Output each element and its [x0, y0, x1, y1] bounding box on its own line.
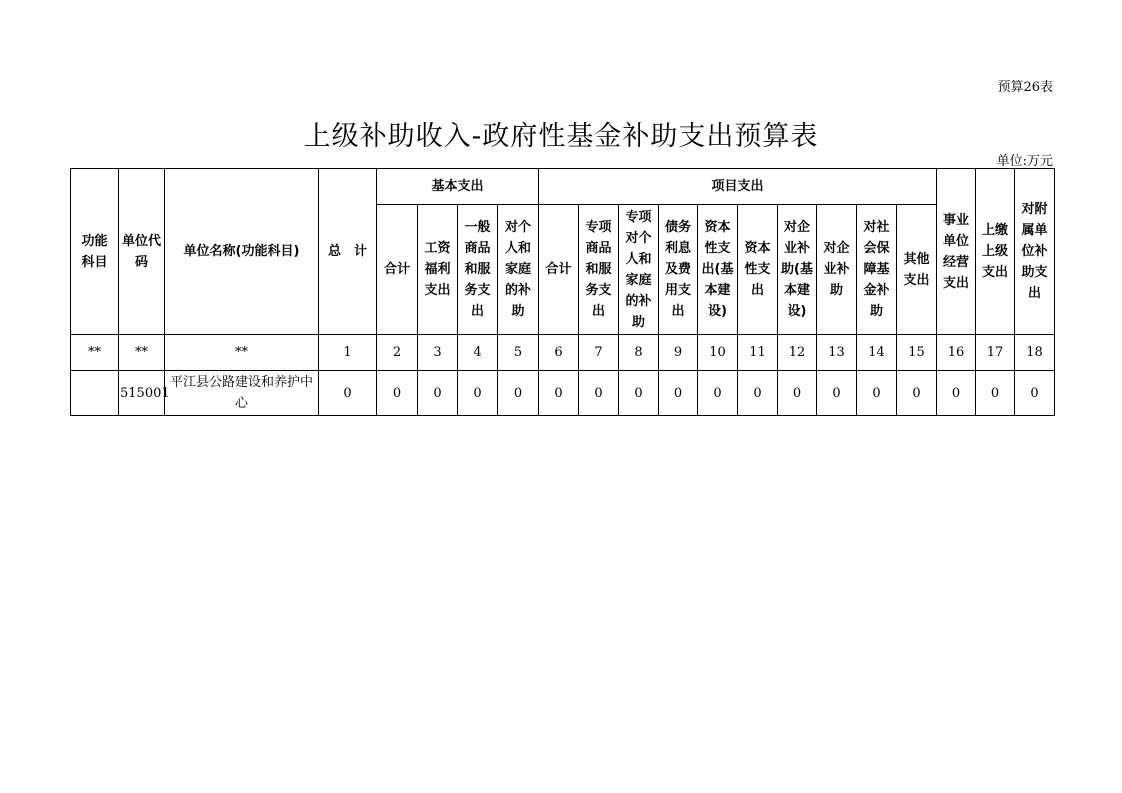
index-cell: 14 — [857, 335, 897, 371]
index-row — [71, 335, 1055, 371]
cell-value: 0 — [659, 371, 698, 416]
index-cell: 8 — [619, 335, 659, 371]
cell-value: 0 — [976, 371, 1015, 416]
header-total: 总 计 — [319, 169, 377, 335]
cell-value: 0 — [377, 371, 418, 416]
header-project-col: 对企 业补 助 — [817, 205, 857, 335]
header-basic-col: 工资 福利 支出 — [418, 205, 458, 335]
header-basic-col: 对个 人和 家庭 的补 助 — [498, 205, 539, 335]
cell-value: 0 — [539, 371, 579, 416]
header-business-expenditure: 事业 单位 经营 支出 — [937, 169, 976, 335]
cell-value: 0 — [897, 371, 937, 416]
cell-value: 0 — [418, 371, 458, 416]
index-cell: ** — [119, 335, 165, 371]
cell-value: 0 — [778, 371, 817, 416]
cell-value: 0 — [579, 371, 619, 416]
index-cell: 2 — [377, 335, 418, 371]
index-cell: 12 — [778, 335, 817, 371]
header-unit-code: 单位代 码 — [119, 169, 165, 335]
cell-func-subject — [71, 371, 119, 416]
header-project-expenditure: 项目支出 — [539, 169, 937, 205]
index-cell: 11 — [738, 335, 778, 371]
cell-value: 0 — [817, 371, 857, 416]
form-number: 预算26表 — [997, 80, 1053, 95]
header-project-col: 专项 对个 人和 家庭 的补 助 — [619, 205, 659, 335]
index-cell: 15 — [897, 335, 937, 371]
cell-value: 0 — [738, 371, 778, 416]
cell-value: 0 — [498, 371, 539, 416]
header-basic-expenditure: 基本支出 — [377, 169, 539, 205]
header-upper-payment: 上缴 上级 支出 — [976, 169, 1015, 335]
index-cell: 9 — [659, 335, 698, 371]
unit-label: 单位:万元 — [996, 154, 1053, 169]
header-basic-col: 合计 — [377, 205, 418, 335]
index-cell: 7 — [579, 335, 619, 371]
header-project-col: 债务 利息 及费 用支 出 — [659, 205, 698, 335]
table-row — [71, 371, 1055, 416]
index-cell: 3 — [418, 335, 458, 371]
header-affiliated-subsidy: 对附 属单 位补 助支 出 — [1015, 169, 1055, 335]
cell-unit-name: 平江县公路建设和养护中心 — [165, 371, 319, 416]
cell-value: 0 — [1015, 371, 1055, 416]
header-unit-name: 单位名称(功能科目) — [165, 169, 319, 335]
cell-value: 0 — [857, 371, 897, 416]
index-cell: 17 — [976, 335, 1015, 371]
header-basic-col: 一般 商品 和服 务支 出 — [458, 205, 498, 335]
cell-unit-code: 515001 — [119, 371, 165, 416]
cell-value: 0 — [458, 371, 498, 416]
cell-value: 0 — [698, 371, 738, 416]
header-project-col: 资本 性支 出 — [738, 205, 778, 335]
header-func-subject: 功能 科目 — [71, 169, 119, 335]
cell-value: 0 — [619, 371, 659, 416]
budget-table — [70, 168, 1055, 416]
index-cell: 16 — [937, 335, 976, 371]
index-cell: 5 — [498, 335, 539, 371]
header-project-col: 合计 — [539, 205, 579, 335]
page-title: 上级补助收入-政府性基金补助支出预算表 — [303, 121, 819, 152]
index-cell: 1 — [319, 335, 377, 371]
header-project-col: 资本 性支 出(基 本建 设) — [698, 205, 738, 335]
index-cell: 13 — [817, 335, 857, 371]
index-cell: 6 — [539, 335, 579, 371]
header-project-col: 其他 支出 — [897, 205, 937, 335]
header-project-col: 对社 会保 障基 金补 助 — [857, 205, 897, 335]
index-cell: 4 — [458, 335, 498, 371]
index-cell: ** — [71, 335, 119, 371]
index-cell: 10 — [698, 335, 738, 371]
header-project-col: 专项 商品 和服 务支 出 — [579, 205, 619, 335]
index-cell: 18 — [1015, 335, 1055, 371]
header-project-col: 对企 业补 助(基 本建 设) — [778, 205, 817, 335]
index-cell: ** — [165, 335, 319, 371]
cell-total: 0 — [319, 371, 377, 416]
cell-value: 0 — [937, 371, 976, 416]
